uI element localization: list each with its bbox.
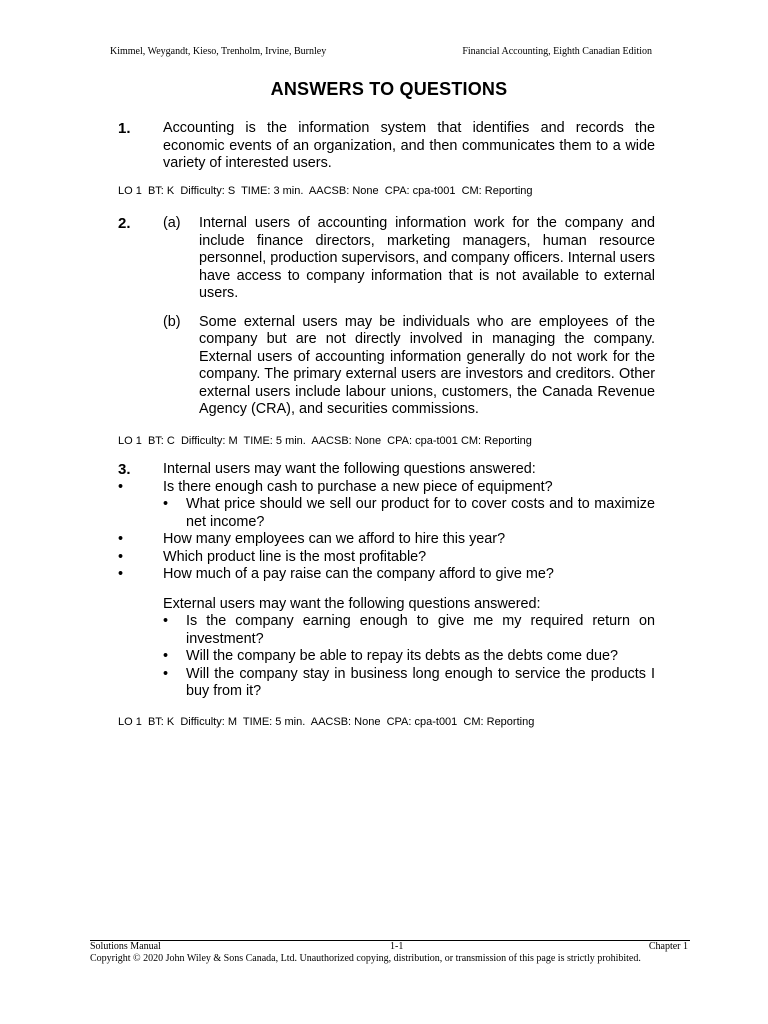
question-3 [118,461,655,701]
list-item-text: How much of a pay raise can the company afford to give me? [163,566,554,582]
list-item [163,666,655,701]
list-item-text: What price should we sell our product for to cover costs and to maximize net income? [186,496,655,530]
page-title: ANSWERS TO QUESTIONS [270,79,508,99]
part-label: (a) [163,215,181,231]
running-head-authors: Kimmel, Weygandt, Kieso, Trenholm, Irvine, Burnley [110,46,327,57]
list-item-text: Will the company stay in business long enough to service the products I buy from it? [186,665,655,699]
list-item [163,648,655,666]
list-item [118,566,655,584]
question-number: 2. [118,215,131,232]
list-item-text: Is there enough cash to purchase a new piece of equipment? [163,478,553,495]
part-label: (b) [163,313,181,330]
running-head-book-title: Financial Accounting, Eighth Canadian Edition [462,46,652,57]
question-1-metadata: LO 1 BT: K Difficulty: S TIME: 3 min. AACSB: None CPA: cpa-t001 CM: Reporting [118,185,533,197]
copyright-notice: Copyright © 2020 John Wiley & Sons Canada, Ltd. Unauthorized copying, distribution, or transmission of this page is strictly prohibited. [90,953,641,964]
bullet-icon: • [118,478,124,495]
part-text: Internal users of accounting information work for the company and include finance directors, marketing managers, human resource personnel, production supervisors, and company officers. Internal users have access to company information that is not available to external users. [199,215,655,301]
question-2 [118,215,655,419]
bullet-icon: • [163,496,169,512]
question-3-metadata: LO 1 BT: K Difficulty: M TIME: 5 min. AACSB: None CPA: cpa-t001 CM: Reporting [118,716,535,728]
question-answer-text: Accounting is the information system that identifies and records the economic events of an organization, and then communicates them to a wide variety of interested users. [163,120,655,171]
internal-users-intro: Internal users may want the following questions answered: [163,461,536,477]
bullet-icon: • [118,566,124,582]
list-item [118,531,655,549]
list-item-text: Will the company be able to repay its debts as the debts come due? [186,648,618,664]
bullet-icon: • [118,531,124,547]
page-number: 1-1 [390,941,404,952]
external-users-intro: External users may want the following questions answered: [163,595,541,612]
list-item-text: Which product line is the most profitable? [163,548,427,565]
bullet-icon: • [118,548,124,565]
part-text: Some external users may be individuals who are employees of the company but are not directly involved in managing the company. External users of accounting information generally do not work for the company. The primary external users are investors and creditors. Other external users include labour unions, customers, the Canada Revenue Agency (CRA), and securities commissions. [199,313,655,417]
bullet-icon: • [163,665,169,682]
question-number: 3. [118,461,131,478]
bullet-icon: • [163,613,169,629]
footer-manual-label: Solutions Manual [90,941,161,952]
question-2-metadata: LO 1 BT: C Difficulty: M TIME: 5 min. AACSB: None CPA: cpa-t001 CM: Reporting [118,435,532,447]
list-item [163,496,655,531]
bullet-icon: • [163,648,169,664]
footer-chapter-label: Chapter 1 [648,941,688,952]
list-item [163,613,655,648]
list-item-text: Is the company earning enough to give me my required return on investment? [186,613,655,647]
question-number: 1. [118,120,131,137]
question-2-part-a [163,215,655,303]
list-item [118,549,655,567]
list-item [118,479,655,497]
question-2-part-b [163,314,655,419]
list-item-text: How many employees can we afford to hire this year? [163,531,506,547]
question-1 [118,120,655,173]
